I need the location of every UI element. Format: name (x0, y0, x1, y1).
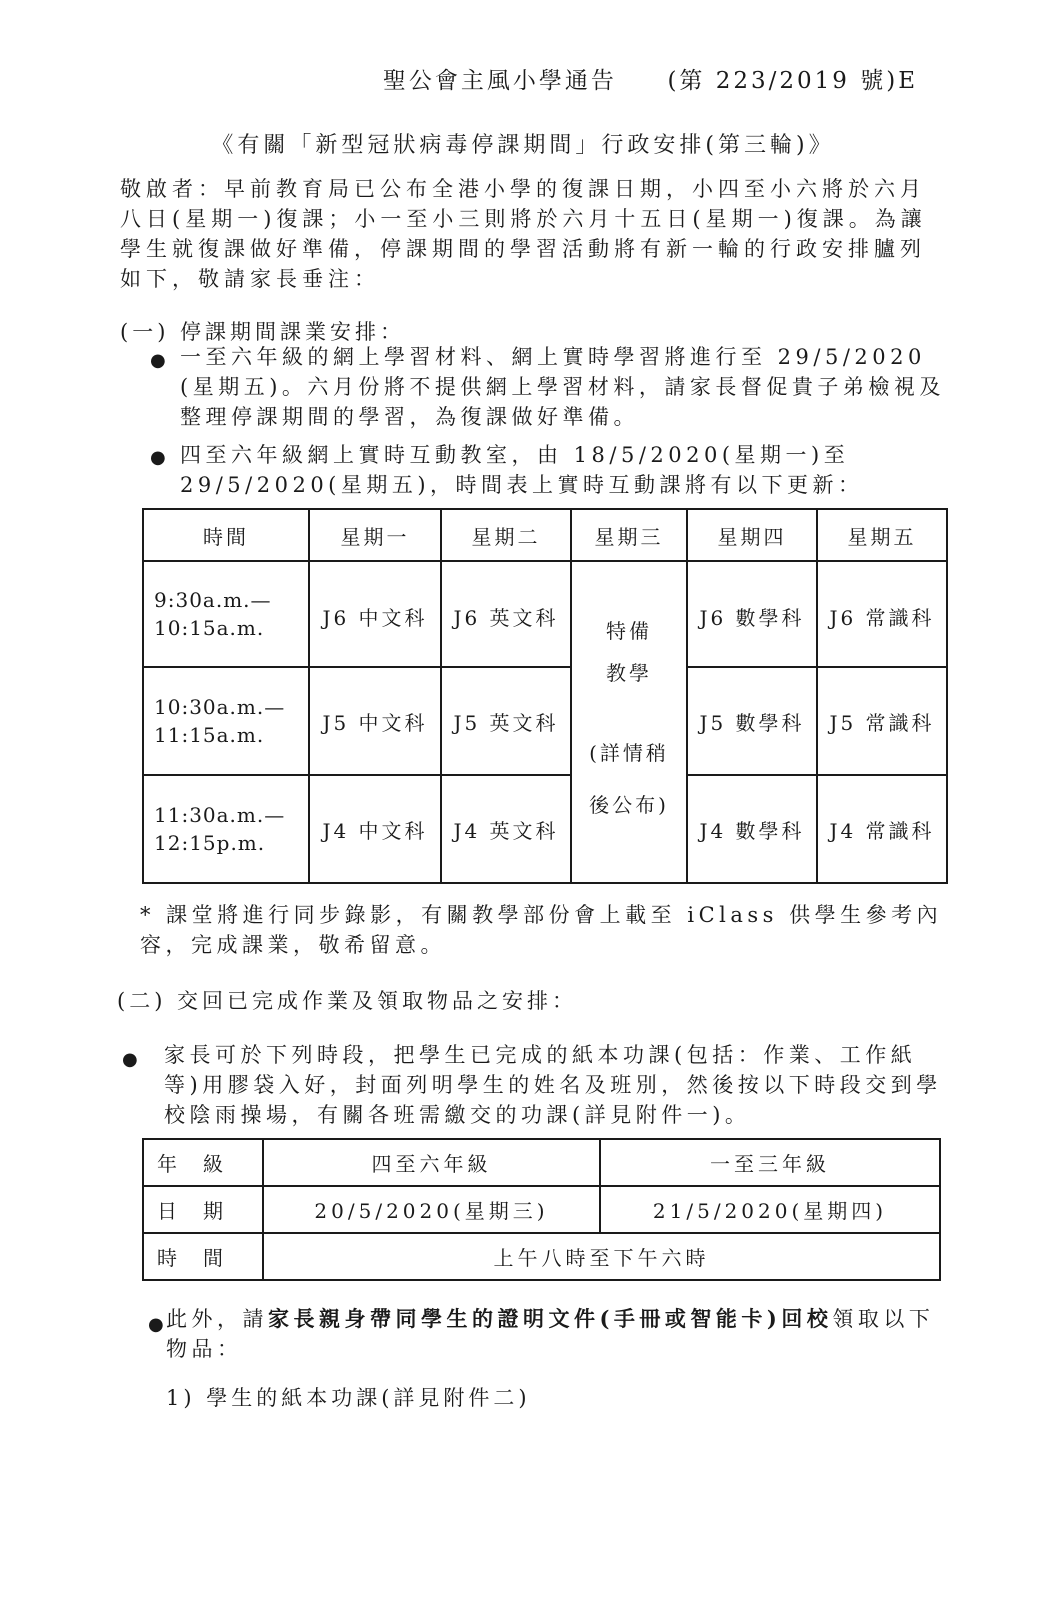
grade-label: 年級 (143, 1139, 263, 1186)
date-label: 日期 (143, 1186, 263, 1233)
homework-return-table (142, 1138, 941, 1281)
special-line: 後公布) (589, 793, 669, 817)
time-start: 11:30a.m.— (154, 803, 286, 827)
lesson-cell: J6 常識科 (817, 561, 947, 667)
special-line: 特備 (606, 619, 652, 643)
timetable-row (143, 667, 947, 775)
date-lower: 21/5/2020(星期四) (600, 1186, 940, 1233)
timetable-header: 時間 (143, 509, 309, 561)
timetable-header: 星期五 (817, 509, 947, 561)
special-line: 教學 (606, 661, 652, 685)
lesson-cell: J6 中文科 (309, 561, 441, 667)
time-end: 12:15p.m. (154, 831, 266, 855)
online-materials-bullet: 一至六年級的網上學習材料、網上實時學習將進行至 29/5/2020 (星期五)。六月份將不提供網上學習材料，請家長督促貴子弟檢視及整理停課期間的學習，為復課做好準備。 (180, 345, 945, 429)
school-notice-title: 聖公會主風小學通告 (382, 68, 617, 94)
collect-items-bullet (166, 1304, 950, 1364)
lesson-cell: J4 中文科 (309, 775, 441, 883)
bullet-dot: ● (148, 1314, 164, 1335)
time-slot (143, 667, 309, 775)
timetable-row (143, 561, 947, 667)
time-slot (143, 561, 309, 667)
collect-items-emphasis: 家長親身帶同學生的證明文件(手冊或智能卡)回校 (268, 1306, 833, 1331)
grade-row (143, 1139, 940, 1186)
homework-return-bullet: 家長可於下列時段，把學生已完成的紙本功課(包括：作業、工作紙等)用膠袋入好，封面列明學生的姓名及班別，然後按以下時段交到學校陰雨操場，有關各班需繳交的功課(詳見附件一)。 (164, 1043, 942, 1127)
section-one-heading: (一) 停課期間課業安排： (120, 320, 406, 344)
timetable-header-row (143, 509, 947, 561)
collect-item-1: 1) 學生的紙本功課(詳見附件二) (166, 1386, 531, 1410)
bullet-dot: ● (150, 350, 166, 371)
time-slot (143, 775, 309, 883)
grade-lower: 一至三年級 (600, 1139, 940, 1186)
timetable-header: 星期三 (571, 509, 687, 561)
lesson-cell: J6 英文科 (441, 561, 571, 667)
collect-items-intro: 此外，請 (166, 1307, 268, 1331)
bullet-dot: ● (150, 447, 166, 468)
time-row (143, 1233, 940, 1280)
timetable (142, 508, 948, 884)
time-value: 上午八時至下午六時 (263, 1233, 940, 1280)
lesson-cell: J5 英文科 (441, 667, 571, 775)
bullet-dot: ● (122, 1049, 138, 1070)
lesson-cell: J5 中文科 (309, 667, 441, 775)
notice-header (383, 62, 918, 95)
notice-number: (第 223/2019 號)E (667, 68, 918, 94)
time-end: 10:15a.m. (154, 616, 265, 640)
lesson-cell: J4 數學科 (687, 775, 817, 883)
time-start: 9:30a.m.— (154, 588, 272, 612)
collect-items-rest: 領取以下物品： (166, 1307, 935, 1361)
lesson-cell: J4 常識科 (817, 775, 947, 883)
section-two-heading: (二) 交回已完成作業及領取物品之安排： (117, 989, 578, 1013)
timetable-row (143, 775, 947, 883)
wednesday-special-cell (571, 561, 687, 883)
timetable-header: 星期四 (687, 509, 817, 561)
document-title: 《有關「新型冠狀病毒停課期間」行政安排(第三輪)》 (211, 133, 835, 158)
lesson-cell: J5 常識科 (817, 667, 947, 775)
grade-upper: 四至六年級 (263, 1139, 600, 1186)
lesson-cell: J5 數學科 (687, 667, 817, 775)
time-label: 時間 (143, 1233, 263, 1280)
live-classroom-bullet: 四至六年級網上實時互動教室，由 18/5/2020(星期一)至 29/5/2020(星期五)，時間表上實時互動課將有以下更新： (180, 443, 864, 497)
timetable-header: 星期二 (441, 509, 571, 561)
intro-paragraph: 敬啟者：早前教育局已公布全港小學的復課日期，小四至小六將於六月八日(星期一)復課；小一至小三則將於六月十五日(星期一)復課。為讓學生就復課做好準備，停課期間的學習活動將有新一輪的行政安排臚列如下，敬請家長垂注： (120, 177, 927, 291)
lesson-cell: J4 英文科 (441, 775, 571, 883)
timetable-header: 星期一 (309, 509, 441, 561)
lesson-cell: J6 數學科 (687, 561, 817, 667)
time-start: 10:30a.m.— (154, 695, 286, 719)
recording-note: * 課堂將進行同步錄影，有關教學部份會上載至 iClass 供學生參考內容，完成課業，敬希留意。 (140, 903, 943, 957)
time-end: 11:15a.m. (154, 723, 265, 747)
special-line: (詳情稍 (589, 741, 669, 765)
date-upper: 20/5/2020(星期三) (263, 1186, 600, 1233)
date-row (143, 1186, 940, 1233)
